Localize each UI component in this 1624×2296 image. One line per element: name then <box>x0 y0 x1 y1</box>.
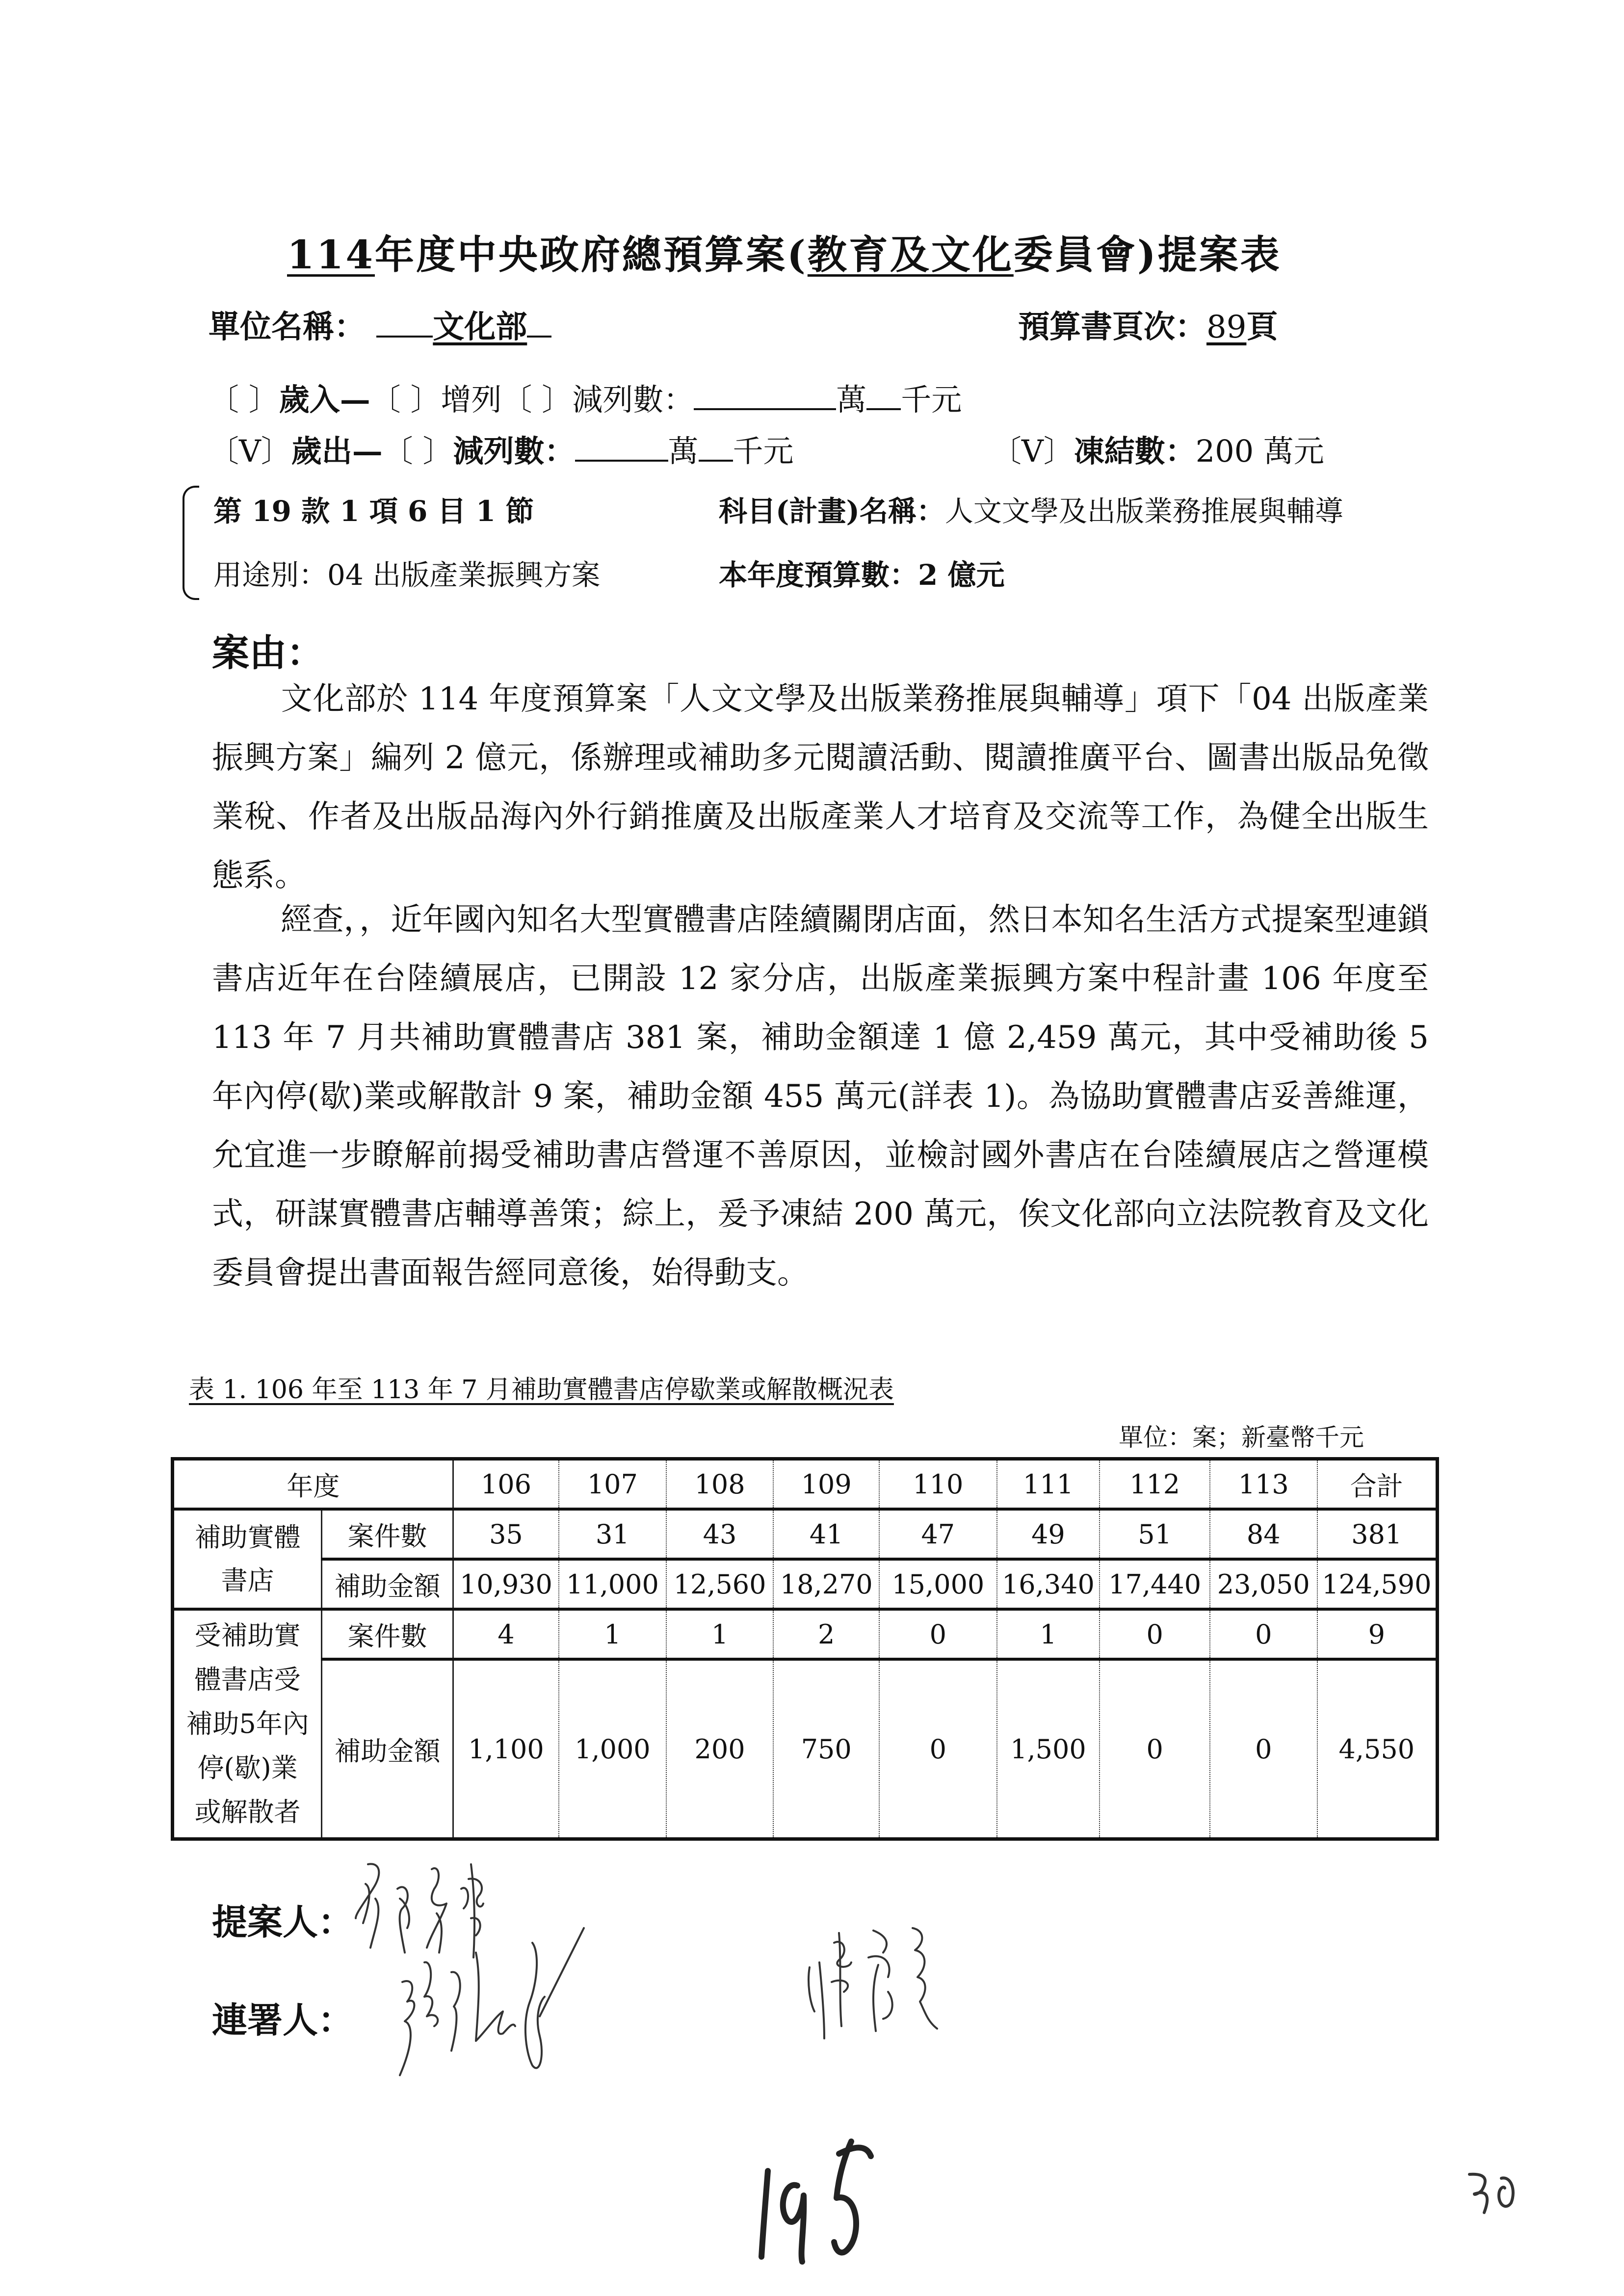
cases-label: 案件數 <box>322 1509 453 1559</box>
table-cell: 0 <box>1210 1659 1317 1839</box>
year-cell: 110 <box>879 1459 996 1510</box>
group2-label: 受補助實體書店受補助5年內停(歇)業或解散者 <box>173 1609 322 1839</box>
paragraph-text: 文化部於 114 年度預算案「人文文學及出版業務推展與輔導」項下「04 出版產業振興方案」編列 2 億元，係辦理或補助多元閱讀活動、閱讀推廣平台、圖書出版品免徵業稅、作者及出版品海內外行銷推廣及出版產業人才培育及交流等工作，為健全出版生態系。 <box>212 681 1429 894</box>
handwritten-page-number <box>756 2134 873 2267</box>
year-cell: 113 <box>1210 1459 1317 1510</box>
use-label: 用途別： <box>213 558 328 592</box>
table-cell: 2 <box>773 1609 879 1659</box>
budget-value: 2 億元 <box>918 558 1005 592</box>
cosigner-label: 連署人： <box>212 1999 354 2041</box>
increase-checkbox: 〔 〕 <box>370 382 441 417</box>
table-row <box>173 1609 1438 1659</box>
revenue-checkbox: 〔 〕 <box>209 382 279 417</box>
year-header: 年度 <box>173 1459 453 1510</box>
table-cell: 17,440 <box>1100 1559 1210 1609</box>
table-cell: 200 <box>666 1659 774 1839</box>
handwritten-corner-number <box>1465 2168 1523 2218</box>
budget-label: 本年度預算數： <box>719 558 918 592</box>
blank-line <box>527 335 551 338</box>
freeze-checkbox: 〔V〕 <box>991 433 1074 469</box>
subject-value: 人文文學及出版業務推展與輔導 <box>944 495 1343 528</box>
paragraph-2 <box>212 890 1429 1303</box>
use-value: 04 出版產業振興方案 <box>327 558 601 592</box>
table-cell: 35 <box>453 1509 559 1559</box>
table-row <box>173 1559 1438 1609</box>
total-header: 合計 <box>1317 1459 1438 1510</box>
amount-label: 補助金額 <box>322 1559 453 1609</box>
page-number-text: 195 <box>756 2134 757 2135</box>
table-cell: 51 <box>1100 1509 1210 1559</box>
freeze-row <box>991 427 1324 470</box>
table-cell: 49 <box>997 1509 1100 1559</box>
wan-label: 萬 <box>668 433 699 469</box>
item-code: 第 19 款 1 項 6 目 1 節 <box>213 495 534 528</box>
table-cell: 16,340 <box>997 1559 1100 1609</box>
cosigner-1-signature <box>397 1943 584 2080</box>
table-cell: 9 <box>1317 1609 1438 1659</box>
qian-label: 千元 <box>733 433 794 469</box>
expense-label: 歲出— <box>291 433 383 469</box>
table-cell: 1 <box>997 1609 1100 1659</box>
cosigner-2-signature <box>805 1923 971 2046</box>
table-cell: 1,000 <box>559 1659 666 1839</box>
corner-number-text: 30 <box>1465 2168 1466 2169</box>
year-cell: 107 <box>559 1459 666 1510</box>
table-cell: 381 <box>1317 1509 1438 1559</box>
table-caption: 表 1. 106 年至 113 年 7 月補助實體書店停歇業或解散概況表 <box>189 1375 894 1405</box>
title-end: 委員會)提案表 <box>1013 232 1282 278</box>
table-cell: 84 <box>1210 1509 1317 1559</box>
budget-page-value: 89 <box>1206 309 1247 345</box>
table-cell: 0 <box>1100 1609 1210 1659</box>
cases-label: 案件數 <box>322 1609 453 1659</box>
proposer-label: 提案人： <box>212 1901 354 1943</box>
revenue-label: 歲入— <box>279 382 370 417</box>
table-cell: 4,550 <box>1317 1659 1438 1839</box>
table-cell: 47 <box>879 1509 996 1559</box>
increase-label: 增列 <box>441 382 502 417</box>
unit-name-row <box>209 302 551 347</box>
paragraph-text: 經查，，近年國內知名大型實體書店陸續關閉店面，然日本知名生活方式提案型連鎖書店近年在台陸續展店，已開設 12 家分店，出版產業振興方案中程計畫 106 年度至 113 年 7 月共補助實體書店 381 案，補助金額達 1 億 2,459 萬元，其中受補助後 5 年內停(歇)業或解散計 9 案，補助金額 455 萬元(詳表 1)。為協助實體書店妥善維運，允宜進一步瞭解前揭受補助書店營運不善原因，並檢討國外書店在台陸續展店之營運模式，研謀實體書店輔導善策；綜上，爰予凍結 200 萬元，俟文化部向立法院教育及文化委員會提出書面報告經同意後，始得動支。 <box>212 902 1429 1291</box>
subsidy-table <box>171 1457 1439 1841</box>
table-cell: 1,500 <box>997 1659 1100 1839</box>
decrease-checkbox: 〔 〕 <box>501 382 573 417</box>
group1-label: 補助實體書店 <box>173 1509 322 1609</box>
table-cell: 750 <box>773 1659 879 1839</box>
title-mid: 年度中央政府總預算案( <box>375 232 808 278</box>
table-cell: 10,930 <box>453 1559 559 1609</box>
table-cell: 1,100 <box>453 1659 559 1839</box>
use-row <box>213 552 600 593</box>
expense-decrease-label: 減列數： <box>453 433 575 469</box>
title-year: 114 <box>287 232 375 278</box>
table-cell: 23,050 <box>1210 1559 1317 1609</box>
table-cell: 11,000 <box>559 1559 666 1609</box>
subject-row <box>719 488 1343 529</box>
year-cell: 111 <box>997 1459 1100 1510</box>
reason-heading: 案由： <box>212 631 324 675</box>
budget-page-suffix: 頁 <box>1246 309 1278 345</box>
freeze-label: 凍結數： <box>1074 433 1196 469</box>
table-header-row <box>173 1459 1438 1510</box>
table-cell: 1 <box>559 1609 666 1659</box>
revenue-line <box>209 375 962 419</box>
freeze-value: 200 萬元 <box>1195 433 1324 469</box>
wan-label: 萬 <box>836 382 867 417</box>
unit-label: 單位名稱： <box>209 309 366 345</box>
paragraph-1 <box>212 670 1429 905</box>
year-cell: 109 <box>773 1459 879 1510</box>
year-cell: 108 <box>666 1459 774 1510</box>
table-unit-note: 單位：案；新臺幣千元 <box>1119 1423 1364 1452</box>
table-row <box>173 1659 1438 1839</box>
year-cell: 106 <box>453 1459 559 1510</box>
subject-label: 科目(計畫)名稱： <box>719 495 945 528</box>
expense-decrease-checkbox: 〔 〕 <box>382 433 453 469</box>
blank-line <box>575 459 668 462</box>
blank-line <box>866 408 901 410</box>
blank-line <box>699 459 733 462</box>
table-cell: 12,560 <box>666 1559 774 1609</box>
table-cell: 0 <box>879 1659 996 1839</box>
title-committee: 教育及文化 <box>807 232 1014 278</box>
table-cell: 1 <box>666 1609 774 1659</box>
table-cell: 18,270 <box>773 1559 879 1609</box>
decrease-label: 減列數： <box>572 382 694 417</box>
item-bracket <box>183 486 199 600</box>
table-cell: 43 <box>666 1509 774 1559</box>
table-cell: 41 <box>773 1509 879 1559</box>
table-cell: 124,590 <box>1317 1559 1438 1609</box>
unit-value: 文化部 <box>433 309 527 345</box>
budget-page-row <box>1018 302 1278 347</box>
table-cell: 4 <box>453 1609 559 1659</box>
table-cell: 0 <box>1210 1609 1317 1659</box>
blank-line <box>694 408 836 410</box>
qian-label: 千元 <box>901 382 962 417</box>
year-cell: 112 <box>1100 1459 1210 1510</box>
expense-checkbox: 〔V〕 <box>209 433 291 469</box>
budget-row <box>719 552 1005 593</box>
table-row <box>173 1509 1438 1559</box>
table-cell: 0 <box>1100 1659 1210 1839</box>
table-cell: 31 <box>559 1509 666 1559</box>
table-cell: 15,000 <box>879 1559 996 1609</box>
blank-line <box>376 335 433 338</box>
expense-line <box>209 427 794 470</box>
amount-label: 補助金額 <box>322 1659 453 1839</box>
table-cell: 0 <box>879 1609 996 1659</box>
page-title <box>287 223 1282 280</box>
budget-page-label: 預算書頁次： <box>1018 309 1206 345</box>
